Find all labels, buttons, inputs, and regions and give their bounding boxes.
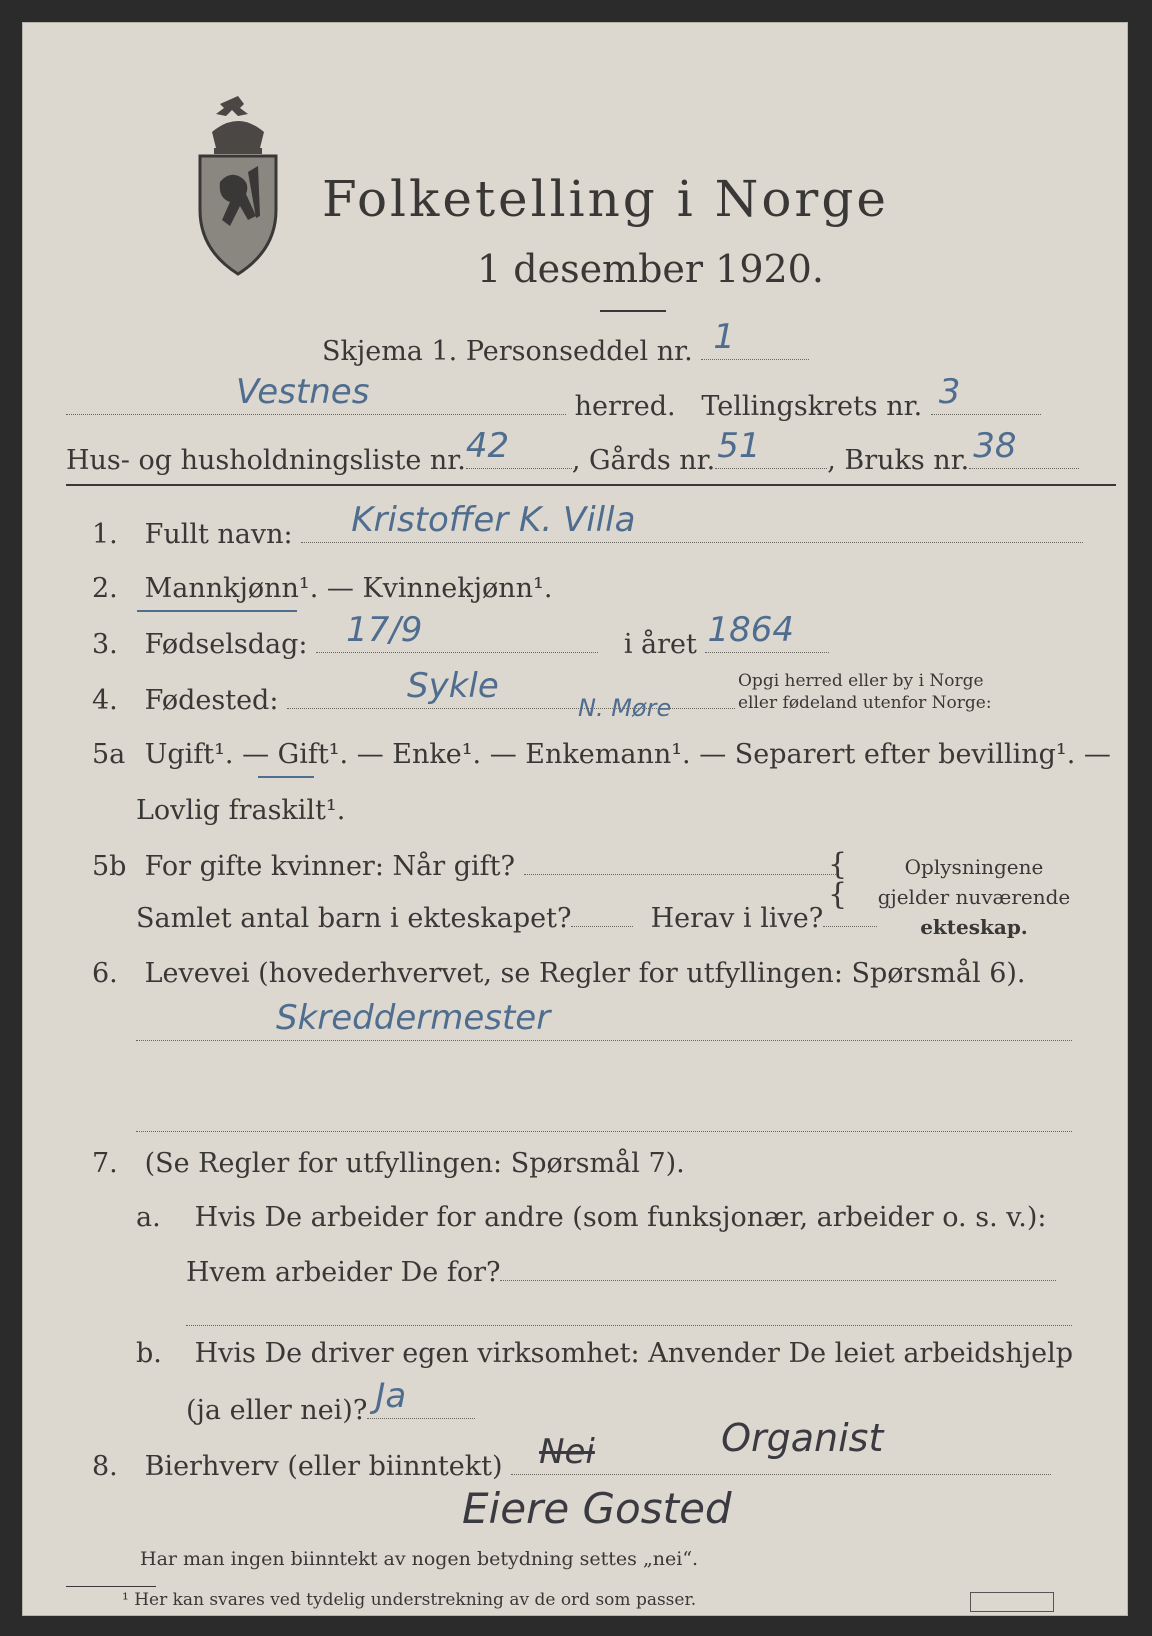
when-married-field[interactable] [524, 850, 836, 875]
marriage-note: Oplysningene gjelder nuværende ekteskap. [877, 855, 1071, 939]
header-rule [66, 484, 1116, 486]
employer-field[interactable] [500, 1256, 1056, 1281]
herred-field[interactable]: Vestnes [66, 390, 566, 415]
hus-field[interactable]: 42 [466, 444, 572, 469]
gift-underline [258, 775, 314, 778]
q6-row: 6. Levevei (hovederhvervet, se Regler for utfyllingen: Spørsmål 6). [92, 958, 1026, 989]
q5b-row: 5b For gifte kvinner: Når gift? [92, 850, 836, 882]
q4-row: 4. Fødested: Sykle [92, 684, 735, 716]
census-date: 1 desember 1920. [477, 247, 824, 291]
birthplace-field[interactable]: Sykle [287, 684, 735, 709]
hired-help-field[interactable]: Ja [367, 1394, 475, 1419]
children-count-field[interactable] [571, 902, 633, 927]
full-name-field[interactable]: Kristoffer K. Villa [301, 518, 1083, 543]
divider [600, 310, 666, 312]
q7b-row: b. Hvis De driver egen virksomhet: Anvender De leiet arbeidshjelp [136, 1338, 1074, 1369]
q7-row: 7. (Se Regler for utfyllingen: Spørsmål 7). [92, 1148, 685, 1179]
birthplace-extra: N. Møre [578, 694, 672, 722]
footnote: ¹ Her kan svares ved tydelig understrekning av de ord som passer. [122, 1590, 697, 1610]
herred-line: Vestnes herred. Tellingskrets nr. 3 [66, 390, 1041, 422]
birth-year-field[interactable]: 1864 [705, 628, 829, 653]
bruks-field[interactable]: 38 [969, 444, 1079, 469]
personseddel-field[interactable]: 1 [701, 335, 809, 360]
birthday-field[interactable]: 17/9 [316, 628, 598, 653]
tellingskrets-field[interactable]: 3 [931, 390, 1041, 415]
printer-stamp-icon [970, 1592, 1054, 1612]
brace-symbol: { { [828, 847, 848, 912]
q7b-line2: (ja eller nei)? Ja [186, 1394, 475, 1426]
q5a-line2[interactable]: Lovlig fraskilt¹. [136, 795, 346, 826]
coat-of-arms-icon [190, 92, 286, 278]
q5b-line2: Samlet antal barn i ekteskapet? Herav i live? [136, 902, 877, 934]
q7a-line2: Hvem arbeider De for? [186, 1256, 1056, 1288]
q5a-row: 5a Ugift¹. — Gift¹. — Enke¹. — Enkemann¹. — Separert efter bevilling¹. — [92, 739, 1111, 770]
occupation-line [136, 998, 1072, 1048]
q2-row: 2. Mannkjønn¹. — Kvinnekjønn¹. [92, 573, 553, 604]
skjema-line: Skjema 1. Personseddel nr. 1 [322, 335, 809, 367]
gender-options[interactable]: Mannkjønn¹. — Kvinnekjønn¹. [144, 573, 553, 604]
q3-row: 3. Fødselsdag: 17/9 i året 1864 [92, 628, 829, 660]
form-title: Folketelling i Norge [322, 170, 889, 228]
side-income-note: Har man ingen biinntekt av nogen betydning settes „nei“. [140, 1548, 699, 1570]
q7a-row: a. Hvis De arbeider for andre (som funksjonær, arbeider o. s. v.): [136, 1202, 1047, 1233]
q1-row: 1. Fullt navn: Kristoffer K. Villa [92, 518, 1083, 550]
occupation-field[interactable]: Skreddermester [136, 1016, 1072, 1041]
gards-field[interactable]: 51 [715, 444, 827, 469]
occupation-line-2[interactable] [136, 1130, 1072, 1132]
q8-row: 8. Bierhverv (eller biinntekt) Nei Organist [92, 1450, 1051, 1482]
employer-line-2[interactable] [186, 1324, 1072, 1326]
side-income-field[interactable]: Nei Organist [511, 1450, 1051, 1475]
census-form [22, 22, 1128, 1616]
signature: Eiere Gosted [462, 1484, 732, 1533]
footnote-rule [66, 1586, 156, 1587]
birthplace-note: Opgi herred eller by i Norge eller fødeland utenfor Norge: [738, 671, 992, 713]
mannkjonn-underline [137, 609, 297, 612]
marital-status-options[interactable]: Ugift¹. — Gift¹. — Enke¹. — Enkemann¹. — Separert efter bevilling¹. — [144, 739, 1111, 770]
hus-line: Hus- og husholdningsliste nr. 42 , Gårds nr. 51 , Bruks nr. 38 [66, 444, 1079, 476]
